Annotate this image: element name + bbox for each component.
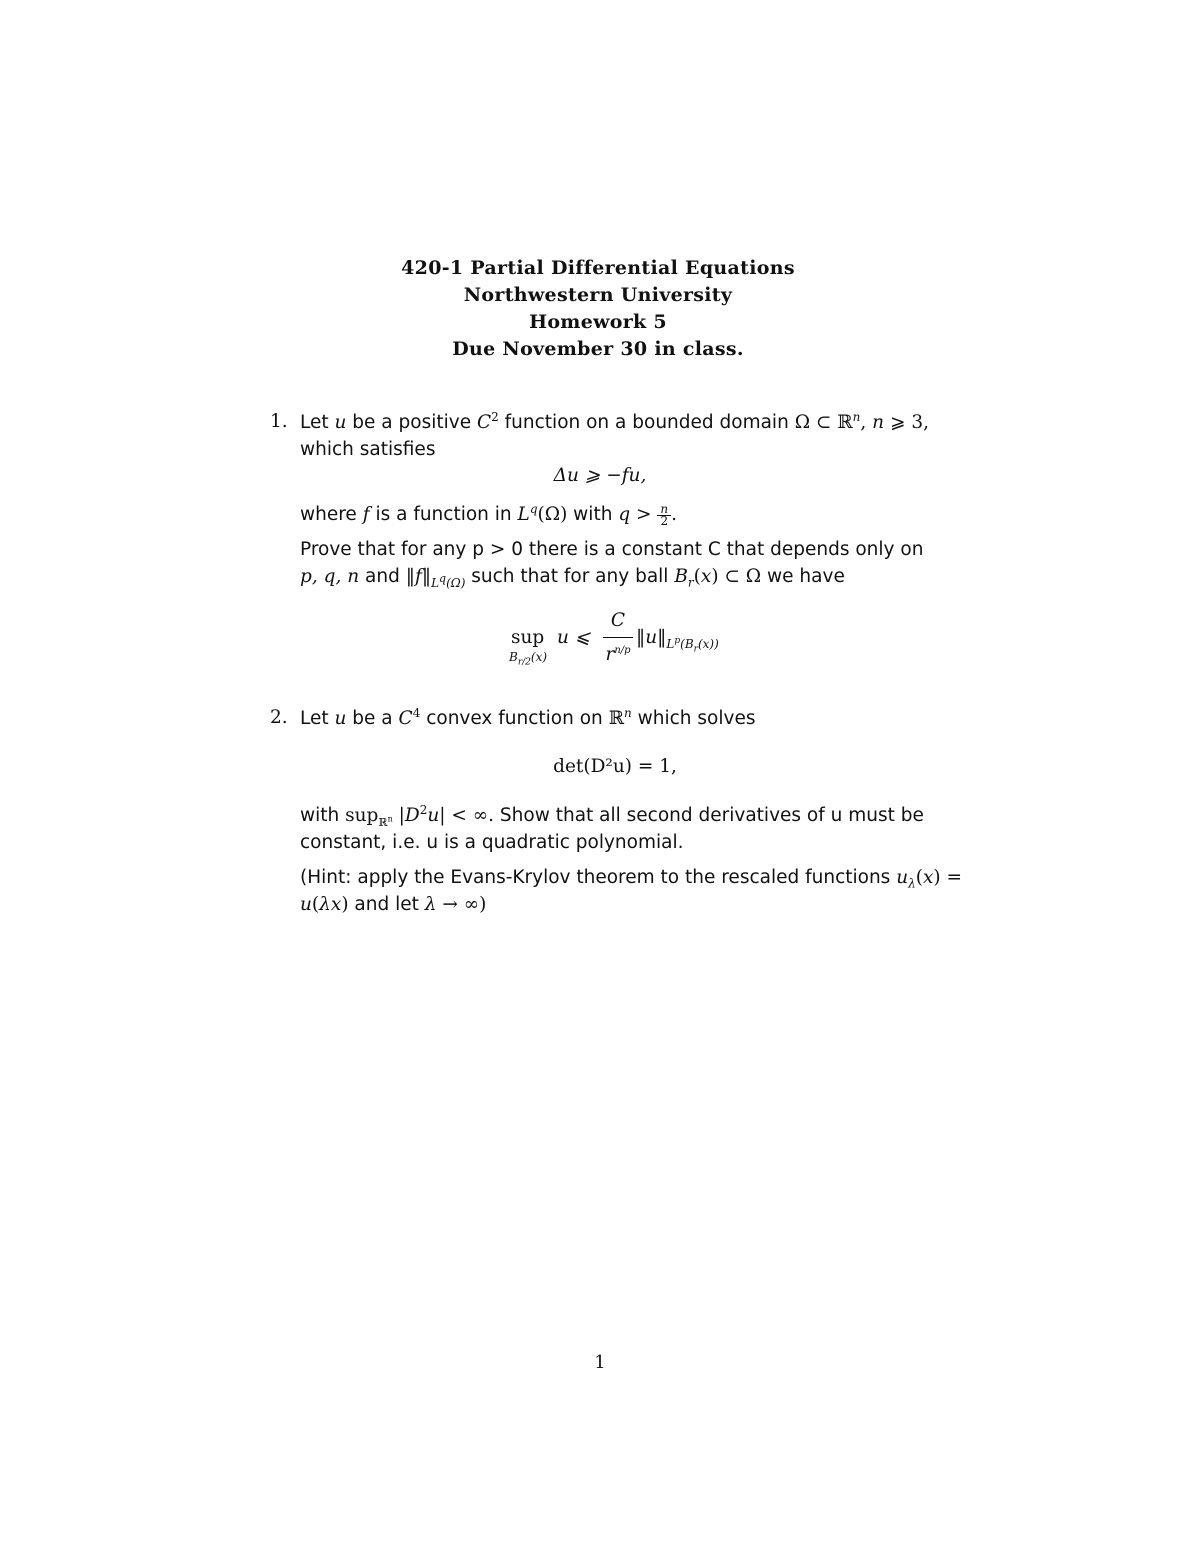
text-span: function on a bounded domain (498, 412, 795, 433)
text-span: p, q, n (300, 566, 360, 587)
text-span: Show that all second derivatives of u must be (499, 805, 924, 826)
problem-1-line-4: Prove that for any p > 0 there is a constant C that depends only on (300, 539, 924, 560)
text-span: with (567, 504, 619, 525)
due-date: Due November 30 in class. (452, 338, 744, 360)
course-title: 420-1 Partial Differential Equations (401, 257, 795, 279)
problem-2-line-4: (Hint: apply the Evans-Krylov theorem to the rescaled functions $u_\lambda(x)$ = (300, 867, 962, 891)
text-span: we have (761, 566, 845, 587)
page-number: 1 (594, 1352, 606, 1373)
sup-estimate: sup $B_{r/2}(x)$ u ⩽ C $r^{n/p}$ $‖u‖_{L^p(B_r(x))}$ (509, 610, 719, 668)
inequality-laplacian: Δu ⩾ −fu, (553, 465, 647, 486)
problem-1-number: 1. (270, 411, 288, 432)
problem-2-line-2: with sup$_{ℝ^n}$ $|D^2u|$ < ∞. Show that all second derivatives of u must be (300, 802, 924, 829)
problem-2-line-3: constant, i.e. u is a quadratic polynomial. (300, 832, 684, 853)
document-header (300, 255, 896, 363)
text-span: (Hint: apply the Evans-Krylov theorem to the rescaled functions (300, 867, 891, 888)
text-span: which solves (631, 708, 756, 729)
text-span: where (300, 504, 363, 525)
problem-1-line-3: where f is a function in $L^q(\Omega)$ with q > $\frac{n}{2}$ . (300, 501, 678, 528)
text-span: Let (300, 708, 335, 729)
problem-1-line-1: Let u be a positive $C^2$ function on a bounded domain Ω ⊂ ℝ$^n$, n ⩾ 3, (300, 409, 930, 433)
problem-2-line-5: u(λx) and let λ → ∞) (300, 894, 487, 915)
text-span: and (359, 566, 406, 587)
problem-2-number: 2. (270, 707, 288, 728)
assignment-title: Homework 5 (529, 311, 667, 333)
text-span: convex function on (420, 708, 609, 729)
text-span: and let (354, 894, 419, 915)
text-span: be a (346, 708, 399, 729)
text-span: Let (300, 412, 335, 433)
problem-1-line-2: which satisfies (300, 439, 436, 460)
problem-2-line-1: Let u be a $C^4$ convex function on ℝ$^n$ which solves (300, 705, 756, 729)
text-span: be a positive (346, 412, 477, 433)
text-span: is a function in (369, 504, 518, 525)
problem-1-line-5: p, q, n and $‖f‖_{L^q(\Omega)}$ such that for any ball $B_r(x)$ ⊂ Ω we have (300, 566, 845, 590)
monge-ampere-equation: det(D²u) = 1, (553, 756, 677, 777)
text-span: such that for any ball (465, 566, 675, 587)
university-name: Northwestern University (463, 284, 733, 306)
